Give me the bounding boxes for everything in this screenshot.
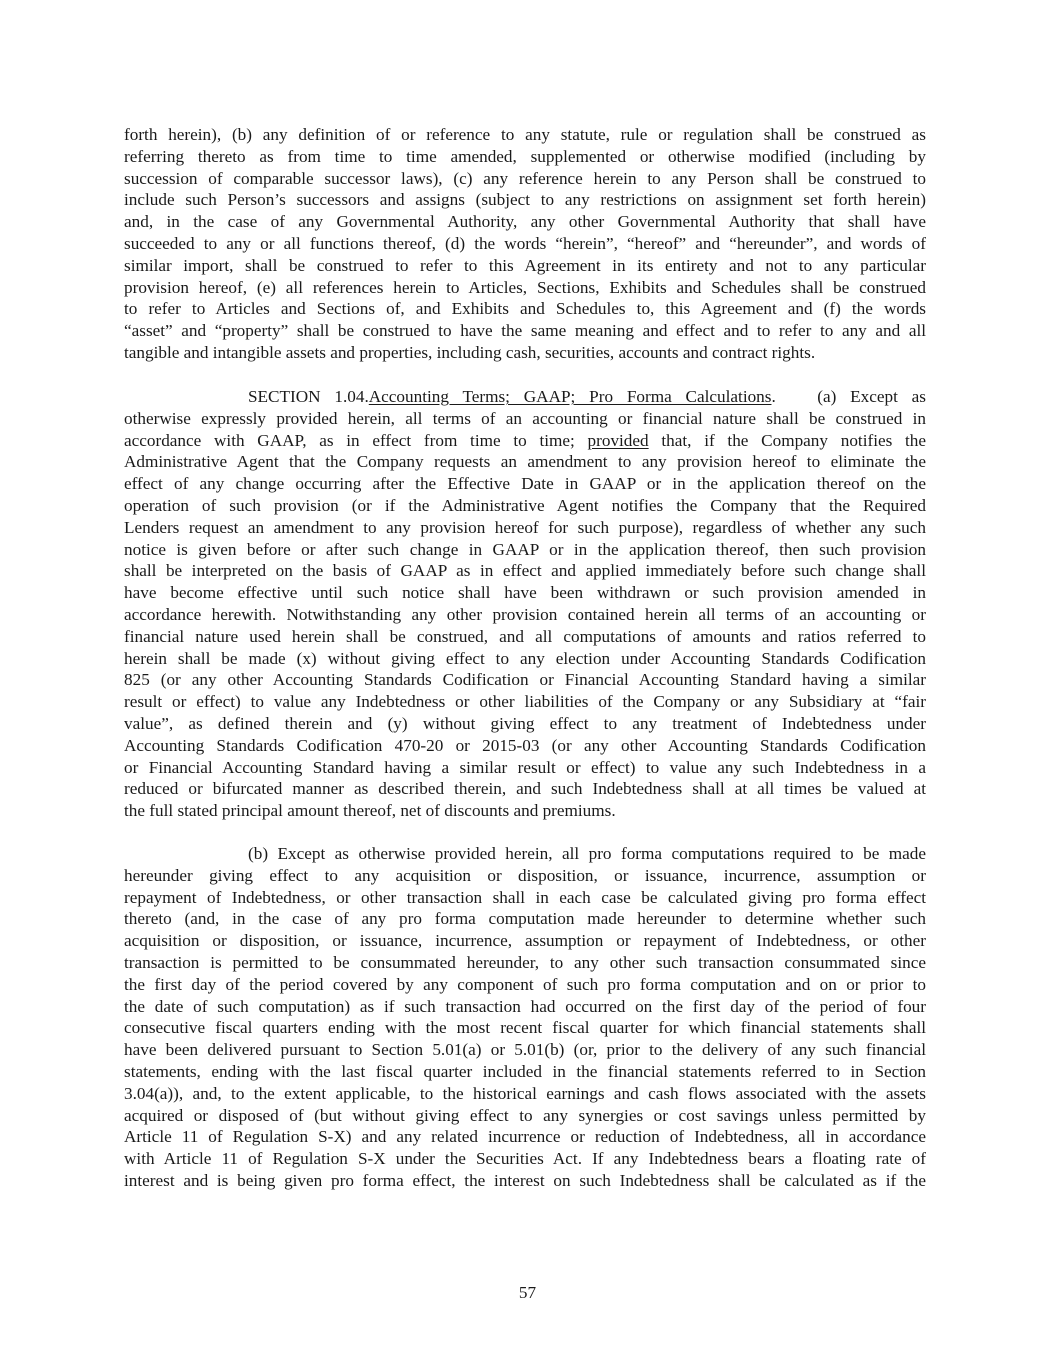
section-heading: Accounting Terms; GAAP; Pro Forma Calculations xyxy=(368,387,772,406)
text-line: provision hereof, (e) all references herein to Articles, Sections, Exhibits and Schedules shall be construed xyxy=(124,277,926,297)
text-line: Accounting Standards Codification 470-20 or 2015-03 (or any other Accounting Standards Codification xyxy=(124,735,926,755)
section-heading-line xyxy=(124,386,926,408)
text-line: accordance herewith. Notwithstanding any other provision contained herein all terms of an accounting or xyxy=(124,604,926,624)
text-line: referring thereto as from time to time amended, supplemented or otherwise modified (including by xyxy=(124,146,926,166)
section-1-04-paragraph-a xyxy=(124,386,926,822)
text-line: notice is given before or after such change in GAAP or in the application thereof, then such provision xyxy=(124,539,926,559)
text-line: and, in the case of any Governmental Authority, any other Governmental Authority that shall have xyxy=(124,212,926,232)
text-line: hereunder giving effect to any acquisition or disposition, or issuance, incurrence, assumption or xyxy=(124,865,926,885)
text-line: succession of comparable successor laws), (c) any reference herein to any Person shall be construed to xyxy=(124,168,926,188)
section-first-line-tail: (a) Except as xyxy=(817,387,926,406)
text-line: 825 (or any other Accounting Standards Codification or Financial Accounting Standard having a similar xyxy=(124,670,926,690)
text-line: the date of such computation) as if such transaction had occurred on the first day of the period of four xyxy=(124,996,926,1016)
text-line: similar import, shall be construed to refer to this Agreement in its entirety and not to any particular xyxy=(124,255,926,275)
text-line: Lenders request an amendment to any provision hereof for such purpose), regardless of whether any such xyxy=(124,517,926,537)
text-line: operation of such provision (or if the Administrative Agent notifies the Company that the Required xyxy=(124,495,926,515)
section-1-04-paragraph-b xyxy=(124,843,926,1192)
text-line: or Financial Accounting Standard having a similar result or effect) to value any such Indebtedness in a xyxy=(124,757,926,777)
text-line: include such Person’s successors and assigns (subject to any restrictions on assignment set forth herein) xyxy=(124,190,926,210)
text-line: repayment of Indebtedness, or other transaction shall in each case be calculated giving pro forma effect xyxy=(124,887,926,907)
text-line: statements, ending with the last fiscal quarter included in the financial statements referred to in Section xyxy=(124,1061,926,1081)
text-line: the first day of the period covered by any component of such pro forma computation and on or prior to xyxy=(124,974,926,994)
text-line: herein shall be made (x) without giving effect to any election under Accounting Standards Codification xyxy=(124,648,926,668)
text-line: financial nature used herein shall be construed, and all computations of amounts and ratios referred to xyxy=(124,626,926,646)
section-heading-period: . xyxy=(771,387,776,406)
text-line: forth herein), (b) any definition of or reference to any statute, rule or regulation shall be construed as xyxy=(124,125,926,144)
text-line: succeeded to any or all functions thereof, (d) the words “herein”, “hereof” and “hereunder”, and words of xyxy=(124,233,926,253)
text-line: Administrative Agent that the Company requests an amendment to any provision hereof to eliminate the xyxy=(124,452,926,472)
text-line: transaction is permitted to be consummated hereunder, to any other such transaction consummated since xyxy=(124,952,926,972)
text-line: value”, as defined therein and (y) without giving effect to any treatment of Indebtedness under xyxy=(124,713,926,733)
text-line: otherwise expressly provided herein, all terms of an accounting or financial nature shall be construed in xyxy=(124,408,926,428)
text-line: the full stated principal amount thereof, net of discounts and premiums. xyxy=(124,801,616,821)
text-line: have become effective until such notice shall have been withdrawn or such provision amended in xyxy=(124,583,926,603)
text-line: reduced or bifurcated manner as described therein, and such Indebtedness shall at all times be valued at xyxy=(124,779,926,799)
text-line: acquired or disposed of (but without giving effect to any synergies or cost savings unless permitted by xyxy=(124,1105,926,1125)
paragraph-interpretation-continued xyxy=(124,124,926,364)
provided-suffix: that, if the Company notifies the xyxy=(661,430,927,450)
text-line: Article 11 of Regulation S-X) and any related incurrence or reduction of Indebtedness, all in accordance xyxy=(124,1127,926,1147)
provided-term: provided xyxy=(587,430,649,450)
text-line: have been delivered pursuant to Section 5.01(a) or 5.01(b) (or, prior to the delivery of any such financial xyxy=(124,1040,926,1060)
text-line: to refer to Articles and Sections of, and Exhibits and Schedules to, this Agreement and (f) the words xyxy=(124,299,926,319)
text-line: thereto (and, in the case of any pro forma computation made hereunder to determine whether such xyxy=(124,909,926,929)
text-line xyxy=(124,430,926,452)
provided-prefix: accordance with GAAP, as in effect from time to time; xyxy=(124,430,575,450)
text-line: acquisition or disposition, or issuance, incurrence, assumption or repayment of Indebtedness, or other xyxy=(124,931,926,951)
text-line: interest and is being given pro forma effect, the interest on such Indebtedness shall be calculated as if the xyxy=(124,1170,926,1190)
text-line: with Article 11 of Regulation S-X under the Securities Act. If any Indebtedness bears a floating rate of xyxy=(124,1149,926,1169)
text-line: effect of any change occurring after the Effective Date in GAAP or in the application thereof on the xyxy=(124,474,926,494)
text-line: (b) Except as otherwise provided herein, all pro forma computations required to be made xyxy=(248,844,926,863)
text-line: consecutive fiscal quarters ending with the most recent fiscal quarter for which financial statements shall xyxy=(124,1018,926,1038)
text-line: tangible and intangible assets and properties, including cash, securities, accounts and contract rights. xyxy=(124,342,816,362)
text-line: “asset” and “property” shall be construed to have the same meaning and effect and to refer to any and all xyxy=(124,321,926,341)
text-line: result or effect) to value any Indebtedness or other liabilities of the Company or any Subsidiary at “fair xyxy=(124,692,926,712)
text-line: shall be interpreted on the basis of GAAP as in effect and applied immediately before such change shall xyxy=(124,561,926,581)
section-number: SECTION 1.04. xyxy=(248,387,369,406)
page-number: 57 xyxy=(518,1283,537,1302)
text-line: 3.04(a)), and, to the extent applicable, to the historical earnings and cash flows associated with the assets xyxy=(124,1083,926,1103)
